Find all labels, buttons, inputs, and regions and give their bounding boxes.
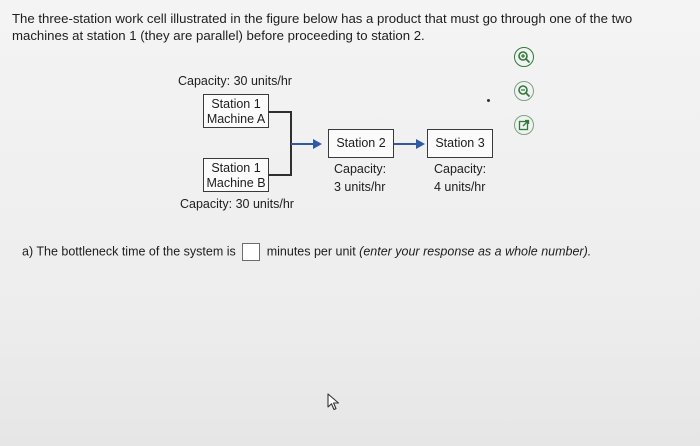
- station3-label: Station 3: [435, 136, 485, 150]
- external-link-icon[interactable]: [514, 115, 534, 135]
- machine-b-machine-label: Machine B: [206, 176, 266, 190]
- question-suffix: minutes per unit: [266, 244, 360, 259]
- station3-capacity-title: Capacity:: [434, 162, 487, 176]
- station2-capacity-title: Capacity:: [334, 162, 387, 176]
- question-prefix: a) The bottleneck time of the system is: [22, 244, 236, 259]
- station3-capacity-value: 4 units/hr: [434, 180, 486, 194]
- machine-b-station-label: Station 1: [211, 161, 261, 175]
- machine-a-box: [203, 94, 269, 128]
- arrow-to-station3: [394, 143, 416, 145]
- question-a: [22, 243, 591, 261]
- machine-b-capacity: Capacity: 30 units/hr: [180, 197, 294, 211]
- zoom-in-icon[interactable]: [514, 47, 534, 67]
- mouse-cursor-icon: [327, 393, 341, 416]
- station2-label: Station 2: [336, 136, 386, 150]
- arrow-to-station2: [291, 143, 313, 145]
- arrow-to-station2-head: [313, 139, 322, 149]
- machine-a-machine-label: Machine A: [206, 112, 266, 126]
- station2-capacity-value: 3 units/hr: [334, 180, 386, 194]
- machine-b-box: [203, 158, 269, 192]
- question-instruction: (enter your response as a whole number).: [359, 244, 592, 259]
- answer-input[interactable]: [242, 243, 260, 261]
- dot-mark: [487, 99, 490, 102]
- station3-box: [427, 129, 493, 158]
- zoom-out-icon[interactable]: [514, 81, 534, 101]
- arrow-to-station3-head: [416, 139, 425, 149]
- problem-statement: The three-station work cell illustrated in the figure below has a product that must go through one of the two machines at station 1 (they are parallel) before proceeding to station 2.: [12, 11, 633, 43]
- machine-a-capacity: Capacity: 30 units/hr: [178, 74, 292, 88]
- connector-b: [269, 174, 291, 176]
- station2-box: [328, 129, 394, 158]
- machine-a-station-label: Station 1: [211, 97, 261, 111]
- connector-a: [269, 111, 291, 113]
